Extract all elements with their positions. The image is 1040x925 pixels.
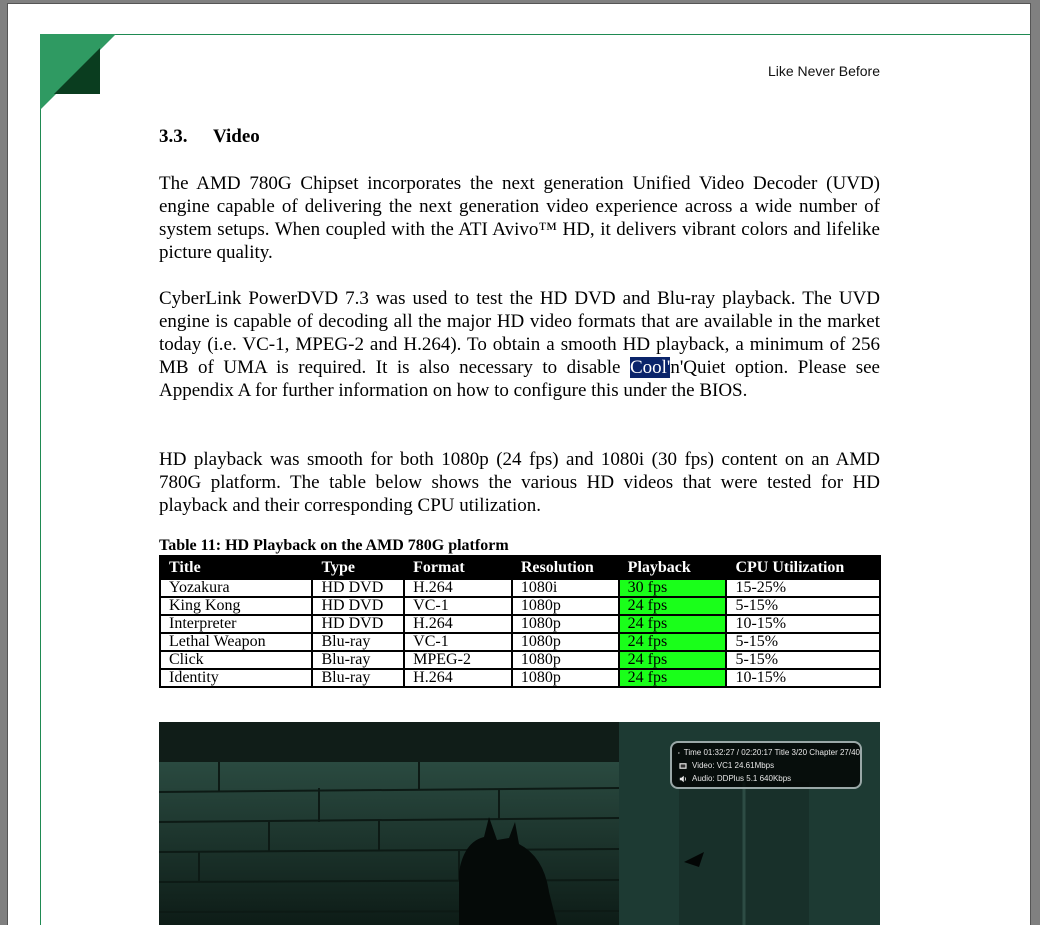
- table-cell: Blu-ray: [312, 633, 404, 651]
- table-cell: 5-15%: [726, 651, 880, 669]
- table-row: [160, 651, 880, 669]
- column-header: Resolution: [512, 556, 619, 579]
- osd-audio-text: Audio: DDPlus 5.1 640Kbps: [692, 774, 792, 783]
- osd-time-text: Time 01:32:27 / 02:20:17 Title 3/20 Chapter 27/40: [683, 748, 860, 757]
- table-cell: 5-15%: [726, 597, 880, 615]
- corner-logo-icon: [40, 34, 116, 110]
- table-cell: 1080p: [512, 615, 619, 633]
- playback-cell: 24 fps: [619, 669, 727, 687]
- table-cell: H.264: [404, 579, 512, 597]
- selected-text[interactable]: Cool': [629, 357, 671, 378]
- table-cell: Interpreter: [160, 615, 312, 633]
- column-header: Playback: [619, 556, 727, 579]
- table-cell: Yozakura: [160, 579, 312, 597]
- table-row: [160, 615, 880, 633]
- video-screenshot: [159, 722, 880, 925]
- table-cell: HD DVD: [312, 597, 404, 615]
- table-cell: 15-25%: [726, 579, 880, 597]
- table-row: [160, 669, 880, 687]
- table-cell: 10-15%: [726, 615, 880, 633]
- table-cell: 1080p: [512, 633, 619, 651]
- table-cell: VC-1: [404, 597, 512, 615]
- paragraph-2-text-b: n'Quiet option. Please see Appendix A for further information on how to configure this under the BIOS.: [159, 357, 880, 401]
- speaker-icon: [678, 775, 688, 783]
- playback-table: [159, 555, 881, 688]
- clock-icon: [678, 749, 680, 757]
- table-header-row: [160, 556, 880, 579]
- table-cell: Blu-ray: [312, 669, 404, 687]
- video-icon: [678, 762, 688, 770]
- table-cell: H.264: [404, 615, 512, 633]
- osd-video-row: [678, 759, 860, 772]
- table-row: [160, 597, 880, 615]
- section-number: 3.3.: [159, 126, 188, 147]
- table-cell: Identity: [160, 669, 312, 687]
- table-cell: H.264: [404, 669, 512, 687]
- osd-time-row: [678, 746, 860, 759]
- table-cell: HD DVD: [312, 579, 404, 597]
- table-cell: King Kong: [160, 597, 312, 615]
- document-page: [7, 3, 1031, 925]
- table-row: [160, 579, 880, 597]
- table-cell: VC-1: [404, 633, 512, 651]
- paragraph-2: [159, 287, 880, 402]
- table-cell: HD DVD: [312, 615, 404, 633]
- table-cell: 1080p: [512, 669, 619, 687]
- table-cell: Click: [160, 651, 312, 669]
- column-header: CPU Utilization: [726, 556, 880, 579]
- table-cell: 10-15%: [726, 669, 880, 687]
- player-osd: [670, 741, 862, 789]
- paragraph-2-text-a: CyberLink PowerDVD 7.3 was used to test the HD DVD and Blu-ray playback. The UVD engine is capable of decoding all the major HD video formats that are available in the market today (i.e. VC-1, MPEG-2 and H.264). To obtain a smooth HD playback, a minimum of 256 MB of UMA is required. It is also necessary to disable: [159, 288, 880, 378]
- osd-video-text: Video: VC1 24.61Mbps: [692, 761, 775, 770]
- header-tagline: Like Never Before: [767, 63, 880, 79]
- paragraph-1: The AMD 780G Chipset incorporates the next generation Unified Video Decoder (UVD) engine capable of delivering the next generation video experience across a wide number of system setups. When coupled with the ATI Avivo™ HD, it delivers vibrant colors and lifelike picture quality.: [159, 173, 880, 263]
- header-rule: [40, 34, 1030, 35]
- playback-cell: 24 fps: [619, 651, 727, 669]
- column-header: Type: [312, 556, 404, 579]
- table-row: [160, 633, 880, 651]
- table-caption: Table 11: HD Playback on the AMD 780G platform: [159, 537, 509, 554]
- table-cell: 1080i: [512, 579, 619, 597]
- playback-cell: 30 fps: [619, 579, 727, 597]
- table-cell: 5-15%: [726, 633, 880, 651]
- playback-cell: 24 fps: [619, 615, 727, 633]
- table-cell: 1080p: [512, 597, 619, 615]
- section-heading: [159, 126, 260, 148]
- osd-audio-row: [678, 772, 860, 785]
- margin-rule: [40, 34, 41, 925]
- table-cell: 1080p: [512, 651, 619, 669]
- table-cell: Blu-ray: [312, 651, 404, 669]
- column-header: Format: [404, 556, 512, 579]
- section-title: Video: [213, 126, 260, 147]
- table-cell: MPEG-2: [404, 651, 512, 669]
- table-cell: Lethal Weapon: [160, 633, 312, 651]
- playback-cell: 24 fps: [619, 597, 727, 615]
- paragraph-3: HD playback was smooth for both 1080p (24 fps) and 1080i (30 fps) content on an AMD 780G platform. The table below shows the various HD videos that were tested for HD playback and their corresponding CPU utilization.: [159, 449, 880, 516]
- column-header: Title: [160, 556, 312, 579]
- playback-cell: 24 fps: [619, 633, 727, 651]
